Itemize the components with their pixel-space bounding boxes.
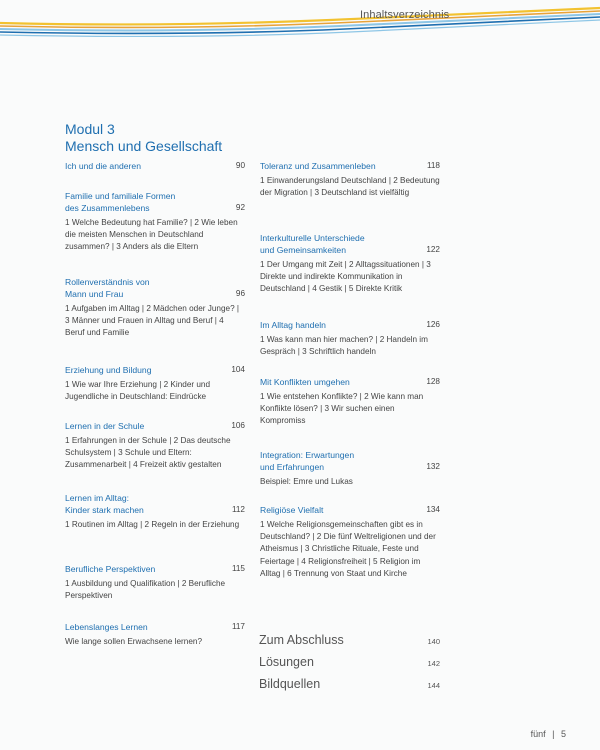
toc-entry-page: 126 [426, 320, 440, 329]
page-header-title: Inhaltsverzeichnis [360, 9, 450, 21]
toc-entry-title: Berufliche Perspektiven [65, 564, 156, 574]
toc-entry-title: Toleranz und Zusammenleben [260, 161, 376, 171]
toc-entry-title: Lernen im Alltag: Kinder stark machen [65, 493, 144, 515]
toc-entry-subtopics: 1 Welche Bedeutung hat Familie? | 2 Wie leben die meisten Menschen in Deutschland zusammen? | 3 Anders als die Eltern [65, 218, 238, 252]
toc-entry-page: 96 [235, 289, 245, 298]
toc-entry-page: 134 [426, 505, 440, 514]
toc-entry[interactable] [260, 376, 440, 428]
toc-entry-title: Mit Konflikten umgehen [260, 377, 350, 387]
toc-final-page: 144 [427, 681, 440, 690]
modul-number: Modul 3 [65, 121, 115, 137]
page-number: 5 [560, 729, 566, 739]
toc-entry[interactable] [260, 160, 440, 199]
toc-entry-title: Integration: Erwartungen und Erfahrungen [260, 450, 355, 472]
toc-entry-page: 122 [426, 245, 440, 254]
toc-entry[interactable] [65, 621, 245, 648]
toc-entry-subtopics: 1 Welche Religionsgemeinschaften gibt es in Deutschland? | 2 Die fünf Weltreligionen und der Atheismus | 3 Christliche Rituale, Feste und Feiertage | 4 Religionsfreiheit | 5 Religion im Alltag | 6 Trennung von Staat und Kirche [260, 520, 436, 578]
toc-entry-page: 92 [235, 203, 245, 212]
toc-final-entry[interactable] [259, 633, 440, 647]
toc-entry-title: Lebenslanges Lernen [65, 622, 148, 632]
toc-entry[interactable] [260, 232, 440, 296]
toc-final-title: Zum Abschluss [259, 633, 344, 647]
toc-final-entry[interactable] [259, 677, 440, 691]
toc-entry-page: 132 [426, 462, 440, 471]
toc-final-entry[interactable] [259, 655, 440, 669]
toc-final-page: 142 [427, 659, 440, 668]
toc-entry[interactable] [260, 504, 440, 580]
toc-entry[interactable] [65, 492, 245, 531]
toc-entry-subtopics: 1 Der Umgang mit Zeit | 2 Alltagssituationen | 3 Direkte und indirekte Kommunikation in Deutschland | 4 Gestik | 5 Direkte Kritik [260, 260, 431, 294]
toc-entry-subtopics: 1 Ausbildung und Qualifikation | 2 Berufliche Perspektiven [65, 579, 226, 601]
toc-entry-page: 90 [235, 161, 245, 170]
toc-entry-title: Religiöse Vielfalt [260, 505, 324, 515]
toc-final-page: 140 [427, 637, 440, 646]
toc-entry[interactable] [65, 276, 245, 340]
toc-entry-subtopics: 1 Was kann man hier machen? | 2 Handeln im Gespräch | 3 Schriftlich handeln [260, 335, 428, 357]
page-footer [531, 729, 566, 739]
toc-entry-page: 115 [231, 564, 245, 573]
toc-entry-title: Im Alltag handeln [260, 320, 326, 330]
toc-entry-subtopics: 1 Aufgaben im Alltag | 2 Mädchen oder Junge? | 3 Männer und Frauen in Alltag und Beruf | 4 Beruf und Familie [65, 304, 240, 338]
toc-entry[interactable] [65, 190, 245, 254]
modul-name: Mensch und Gesellschaft [65, 138, 223, 154]
page-number-word: fünf [530, 729, 546, 739]
toc-entry-subtopics: Beispiel: Emre und Lukas [260, 477, 353, 486]
toc-entry-page: 117 [231, 622, 245, 631]
toc-entry[interactable] [65, 420, 245, 472]
header-decorative-stripes [0, 0, 600, 50]
toc-entry-subtopics: Wie lange sollen Erwachsene lernen? [65, 637, 202, 646]
toc-entry-subtopics: 1 Erfahrungen in der Schule | 2 Das deutsche Schulsystem | 3 Schule und Eltern: Zusammenarbeit | 4 Freizeit aktiv gestalten [65, 436, 231, 470]
toc-entry[interactable] [65, 364, 245, 403]
modul-title [65, 121, 222, 155]
footer-separator: | [552, 729, 555, 739]
toc-entry-page: 128 [426, 377, 440, 386]
toc-entry-title: Lernen in der Schule [65, 421, 145, 431]
toc-entry-page: 112 [231, 505, 245, 514]
toc-entry-subtopics: 1 Wie entstehen Konflikte? | 2 Wie kann man Konflikte lösen? | 3 Wir suchen einen Kompromiss [260, 392, 424, 426]
toc-entry[interactable] [260, 449, 440, 488]
toc-final-title: Lösungen [259, 655, 314, 669]
toc-entry-title: Rollenverständnis von Mann und Frau [65, 277, 150, 299]
toc-entry-subtopics: 1 Routinen im Alltag | 2 Regeln in der Erziehung [65, 520, 240, 529]
toc-entry-title: Ich und die anderen [65, 161, 141, 171]
toc-entry-title: Interkulturelle Unterschiede und Gemeinsamkeiten [260, 233, 365, 255]
toc-entry-subtopics: 1 Einwanderungsland Deutschland | 2 Bedeutung der Migration | 3 Deutschland ist vielfältig [260, 176, 440, 198]
toc-entry-title: Erziehung und Bildung [65, 365, 152, 375]
toc-final-title: Bildquellen [259, 677, 321, 691]
toc-entry-title: Familie und familiale Formen des Zusammenlebens [65, 191, 176, 213]
toc-entry[interactable] [65, 563, 245, 602]
toc-entry[interactable] [65, 160, 245, 172]
toc-entry-page: 118 [426, 161, 440, 170]
toc-entry-page: 106 [231, 421, 245, 430]
toc-entry-subtopics: 1 Wie war Ihre Erziehung | 2 Kinder und Jugendliche in Deutschland: Eindrücke [65, 380, 211, 402]
toc-entry-page: 104 [231, 365, 245, 374]
toc-entry[interactable] [260, 319, 440, 358]
